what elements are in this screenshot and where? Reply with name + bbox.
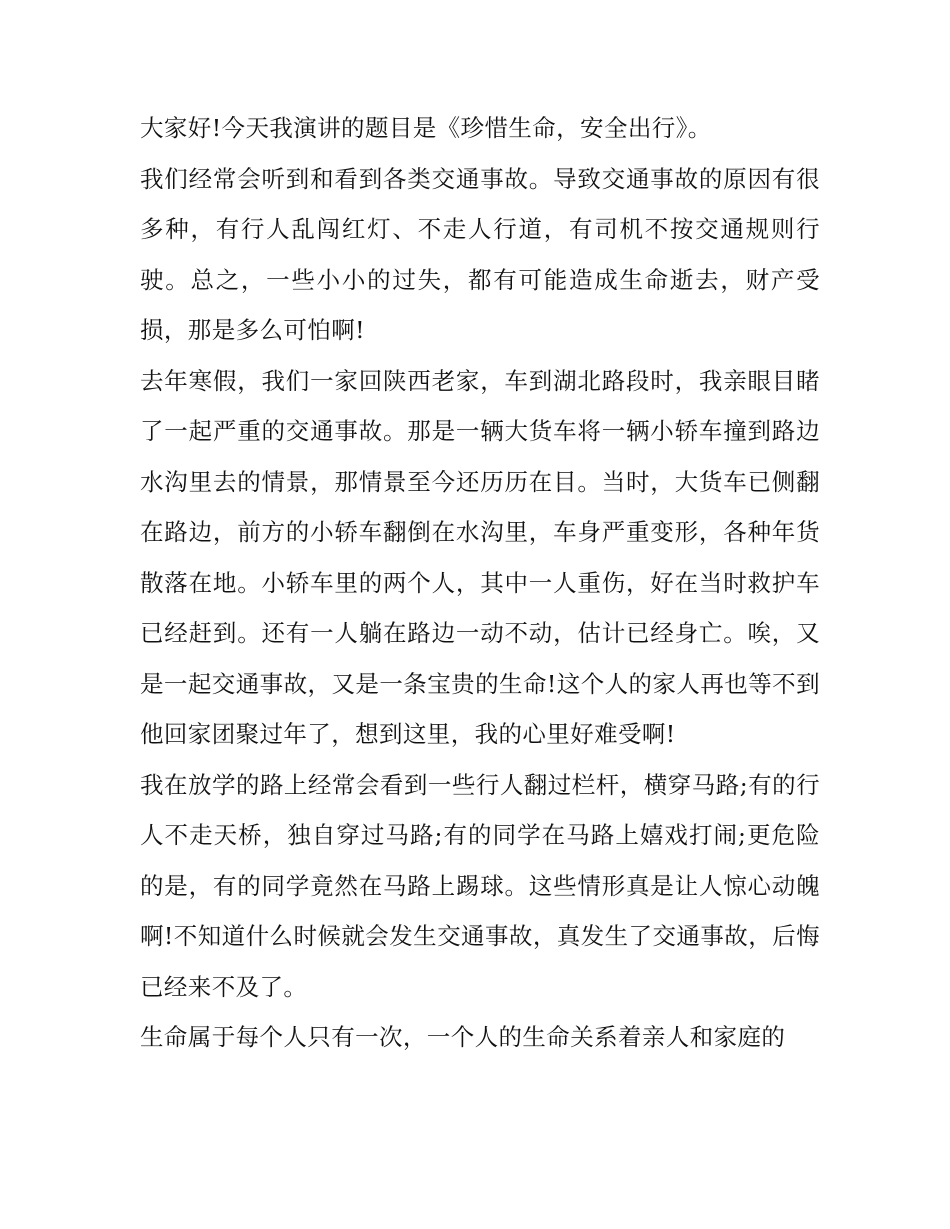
- paragraph-road-dangers: 我在放学的路上经常会看到一些行人翻过栏杆，横穿马路;有的行人不走天桥，独自穿过马路;有的同学在马路上嬉戏打闹;更危险的是，有的同学竟然在马路上踢球。这些情形真是让人惊心动魄啊!不知道什么时候就会发生交通事故，真发生了交通事故，后悔已经来不及了。: [140, 770, 820, 1001]
- document-page: [140, 103, 820, 1063]
- paragraph-accident-causes: 我们经常会听到和看到各类交通事故。导致交通事故的原因有很多种，有行人乱闯红灯、不走人行道，有司机不按交通规则行驶。总之，一些小小的过失，都有可能造成生命逝去，财产受损，那是多么可怕啊!: [140, 164, 820, 344]
- paragraph-winter-accident: 去年寒假，我们一家回陕西老家，车到湖北路段时，我亲眼目睹了一起严重的交通事故。那是一辆大货车将一辆小轿车撞到路边水沟里去的情景，那情景至今还历历在目。当时，大货车已侧翻在路边，前方的小轿车翻倒在水沟里，车身严重变形，各种年货散落在地。小轿车里的两个人，其中一人重伤，好在当时救护车已经赶到。还有一人躺在路边一动不动，估计已经身亡。唉，又是一起交通事故，又是一条宝贵的生命!这个人的家人再也等不到他回家团聚过年了，想到这里，我的心里好难受啊!: [140, 366, 820, 748]
- paragraph-life-value: 生命属于每个人只有一次，一个人的生命关系着亲人和家庭的: [140, 1023, 786, 1051]
- paragraph-intro: 大家好!今天我演讲的题目是《珍惜生命，安全出行》。: [140, 114, 712, 142]
